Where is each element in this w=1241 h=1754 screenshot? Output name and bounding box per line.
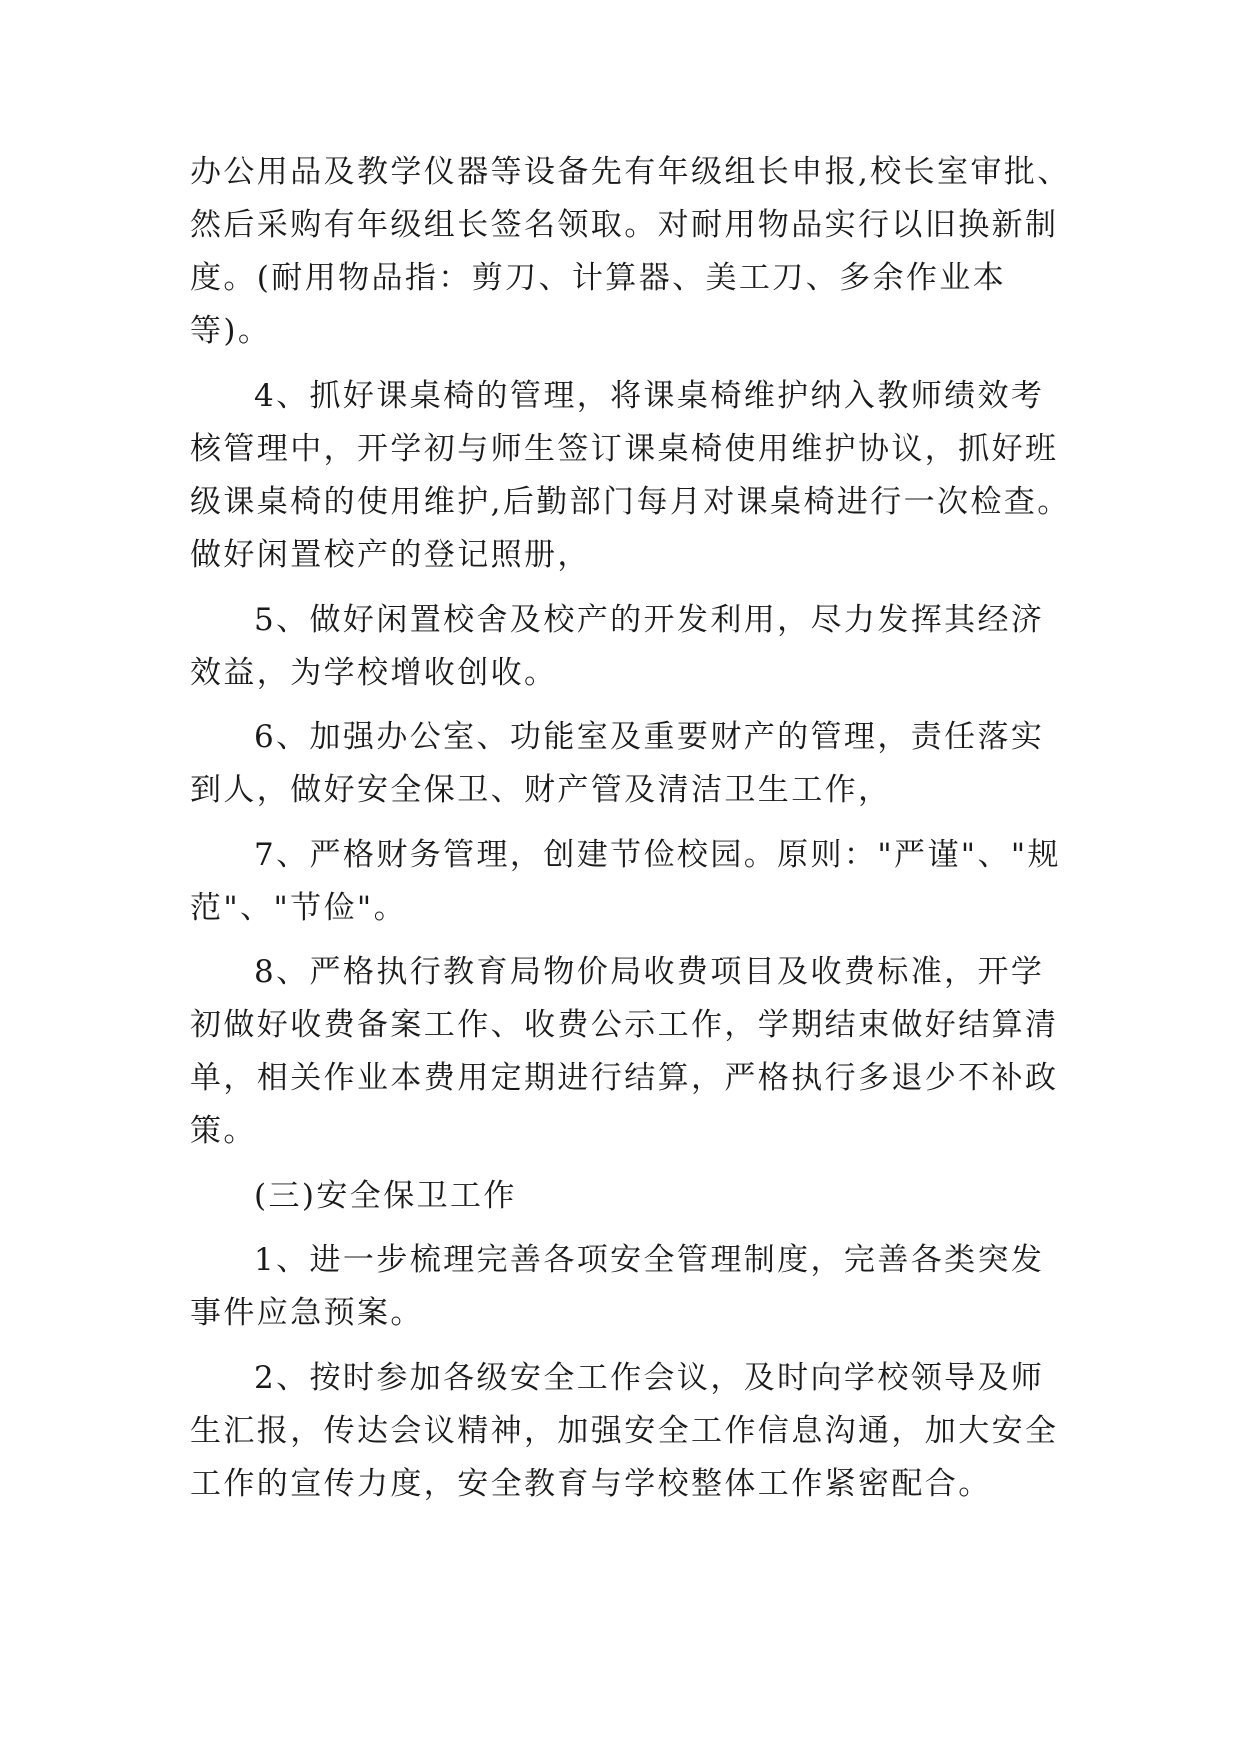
paragraph-8-line: 8、严格执行教育局物价局收费项目及收费标准，开学 bbox=[254, 954, 1045, 990]
text-line: 度。(耐用物品指：剪刀、计算器、美工刀、多余作业本 bbox=[190, 260, 1007, 296]
text-line: 生汇报，传达会议精神，加强安全工作信息沟通，加大安全 bbox=[190, 1413, 1059, 1449]
text-line: 工作的宣传力度，安全教育与学校整体工作紧密配合。 bbox=[190, 1466, 992, 1502]
text-line: 做好闲置校产的登记照册， bbox=[190, 537, 591, 573]
paragraph-5-line: 5、做好闲置校舍及校产的开发利用，尽力发挥其经济 bbox=[254, 602, 1045, 638]
text-line: 然后采购有年级组长签名领取。对耐用物品实行以旧换新制 bbox=[190, 207, 1059, 243]
text-line: 到人，做好安全保卫、财产管及清洁卫生工作， bbox=[190, 772, 892, 808]
text-line: 办公用品及教学仪器等设备先有年级组长申报,校长室审批、 bbox=[190, 154, 1071, 190]
text-line: 事件应急预案。 bbox=[190, 1295, 424, 1331]
paragraph-1-line: 1、进一步梳理完善各项安全管理制度，完善各类突发 bbox=[254, 1242, 1045, 1278]
text-line: 策。 bbox=[190, 1113, 257, 1149]
section-heading: (三)安全保卫工作 bbox=[254, 1178, 517, 1214]
text-line: 级课桌椅的使用维护,后勤部门每月对课桌椅进行一次检查。 bbox=[190, 484, 1071, 520]
text-line: 等)。 bbox=[190, 313, 272, 349]
text-line: 初做好收费备案工作、收费公示工作，学期结束做好结算清 bbox=[190, 1007, 1059, 1043]
text-line: 核管理中，开学初与师生签订课桌椅使用维护协议，抓好班 bbox=[190, 431, 1059, 467]
paragraph-7-line: 7、严格财务管理，创建节俭校园。原则："严谨"、"规 bbox=[254, 837, 1061, 873]
text-line: 单，相关作业本费用定期进行结算，严格执行多退少不补政 bbox=[190, 1060, 1059, 1096]
paragraph-6-line: 6、加强办公室、功能室及重要财产的管理，责任落实 bbox=[254, 719, 1045, 755]
paragraph-2-line: 2、按时参加各级安全工作会议，及时向学校领导及师 bbox=[254, 1360, 1045, 1396]
text-line: 效益，为学校增收创收。 bbox=[190, 655, 558, 691]
paragraph-4-line: 4、抓好课桌椅的管理，将课桌椅维护纳入教师绩效考 bbox=[254, 378, 1045, 414]
text-line: 范"、"节俭"。 bbox=[190, 890, 407, 926]
